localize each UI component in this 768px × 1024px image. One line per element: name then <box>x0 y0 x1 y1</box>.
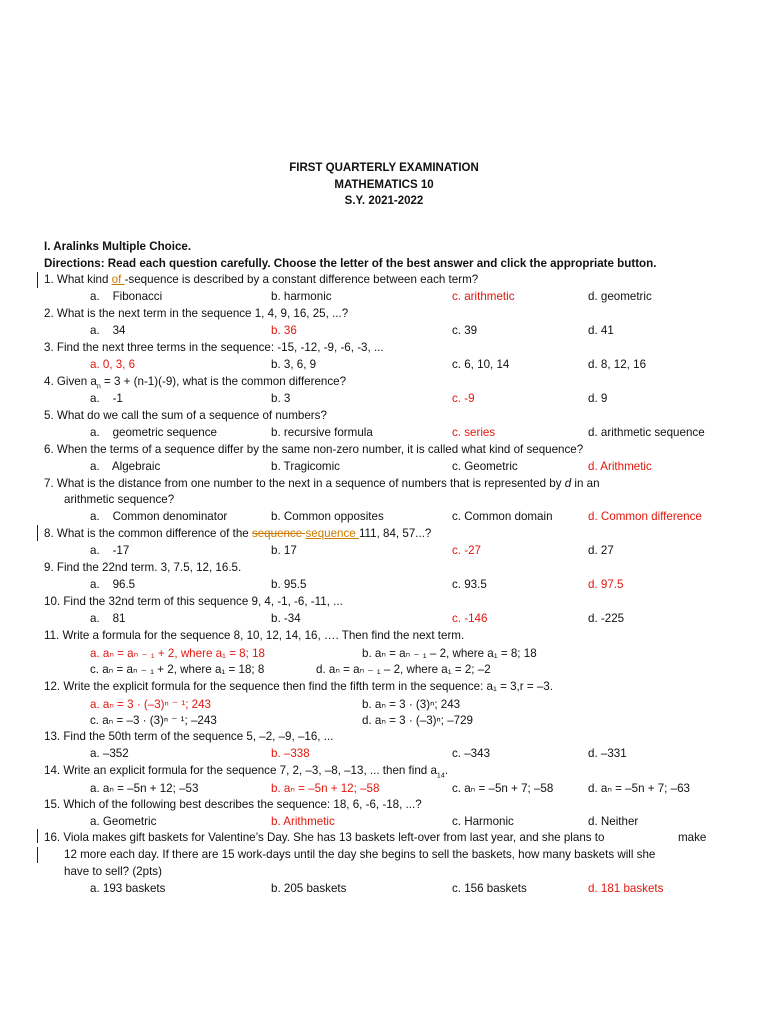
q2-option-c[interactable]: c. 39 <box>452 324 478 337</box>
q7-option-a[interactable]: a. Common denominator <box>90 510 228 523</box>
question-16-line-3: have to sell? (2pts) <box>64 865 162 878</box>
q3-option-d[interactable]: d. 8, 12, 16 <box>588 358 647 371</box>
q7-option-b[interactable]: b. Common opposites <box>271 510 384 523</box>
q8-option-c[interactable]: c. -27 <box>452 544 481 557</box>
question-10: 10. Find the 32nd term of this sequence 9, 4, -1, -6, -11, ... <box>44 595 343 608</box>
q6-option-d[interactable]: d. Arithmetic <box>588 460 652 473</box>
q14-option-a[interactable]: a. aₙ = –5n + 12; –53 <box>90 782 199 795</box>
q12-option-c[interactable]: c. aₙ = –3 · (3)ⁿ ⁻ ¹; –243 <box>90 714 217 727</box>
q5-option-b[interactable]: b. recursive formula <box>271 426 373 439</box>
question-4: 4. Given $a_n = 3 + (n-1)(-9)$, what is the common difference? <box>44 375 347 391</box>
q14-option-b[interactable]: b. aₙ = –5n + 12; –58 <box>271 782 380 795</box>
q6-option-a[interactable]: a. Algebraic <box>90 460 161 473</box>
q3-option-b[interactable]: b. 3, 6, 9 <box>271 358 317 371</box>
question-1: 1. What kind of -sequence is described by a constant difference between each term? <box>44 273 479 286</box>
q8-option-d[interactable]: d. 27 <box>588 544 614 557</box>
q10-option-b[interactable]: b. -34 <box>271 612 301 625</box>
q5-option-c[interactable]: c. series <box>452 426 496 439</box>
exam-school-year: S.Y. 2021-2022 <box>344 195 424 207</box>
directions: Directions: Read each question carefully. Choose the letter of the best answer and click the appropriate button. <box>44 257 657 270</box>
q9-option-b[interactable]: b. 95.5 <box>271 578 307 591</box>
q2-option-b[interactable]: b. 36 <box>271 324 297 337</box>
q1-option-a[interactable]: a. Fibonacci <box>90 290 163 303</box>
question-16-line-2: 12 more each day. If there are 15 work-days until the day she begins to sell the baskets, how many baskets will she <box>64 848 656 861</box>
question-7-line-2: arithmetic sequence? <box>64 493 175 506</box>
insertion-mark: of <box>111 273 125 286</box>
q13-option-c[interactable]: c. –343 <box>452 747 491 760</box>
q11-option-a[interactable]: a. aₙ = aₙ ₋ ₁ + 2, where a₁ = 8; 18 <box>90 647 265 660</box>
insertion-mark: sequence <box>305 527 359 540</box>
q4-option-c[interactable]: c. -9 <box>452 392 475 405</box>
q11-option-b[interactable]: b. aₙ = aₙ ₋ ₁ – 2, where a₁ = 8; 18 <box>362 647 537 660</box>
q1-option-c[interactable]: c. arithmetic <box>452 290 515 303</box>
question-16: 16. Viola makes gift baskets for Valentine’s Day. She has 13 baskets left-over from last year, and she plans to <box>44 831 605 844</box>
q16-option-d[interactable]: d. 181 baskets <box>588 882 664 895</box>
exam-subject: MATHEMATICS 10 <box>334 179 434 191</box>
q4-option-d[interactable]: d. 9 <box>588 392 608 405</box>
q6-option-c[interactable]: c. Geometric <box>452 460 518 473</box>
question-13: 13. Find the 50th term of the sequence 5, –2, –9, –16, ... <box>44 730 334 743</box>
q13-option-d[interactable]: d. –331 <box>588 747 627 760</box>
question-15: 15. Which of the following best describes the sequence: 18, 6, -6, -18, ...? <box>44 798 422 811</box>
q12-option-b[interactable]: b. aₙ = 3 · (3)ⁿ; 243 <box>362 698 461 711</box>
q9-option-c[interactable]: c. 93.5 <box>452 578 487 591</box>
q10-option-c[interactable]: c. -146 <box>452 612 488 625</box>
q11-option-c[interactable]: c. aₙ = aₙ ₋ ₁ + 2, where a₁ = 18; 8 <box>90 663 265 676</box>
q15-option-b[interactable]: b. Arithmetic <box>271 815 335 828</box>
q6-option-b[interactable]: b. Tragicomic <box>271 460 340 473</box>
q11-option-d[interactable]: d. aₙ = aₙ ₋ ₁ – 2, where a₁ = 2; –2 <box>316 663 491 676</box>
q13-option-a[interactable]: a. –352 <box>90 747 129 760</box>
q10-option-a[interactable]: a. 81 <box>90 612 126 625</box>
q7-option-c[interactable]: c. Common domain <box>452 510 553 523</box>
question-7: 7. What is the distance from one number to the next in a sequence of numbers that is represented by d in an <box>44 477 600 490</box>
q1-option-d[interactable]: d. geometric <box>588 290 652 303</box>
question-14: 14. Write an explicit formula for the sequence 7, 2, –3, –8, –13, ... then find $a_{14}$. <box>44 764 448 780</box>
q13-option-b[interactable]: b. –338 <box>271 747 310 760</box>
question-8: 8. What is the common difference of the sequence sequence 111, 84, 57...? <box>44 527 432 540</box>
change-bar-q16b <box>37 847 38 863</box>
q2-option-a[interactable]: a. 34 <box>90 324 126 337</box>
q10-option-d[interactable]: d. -225 <box>588 612 625 625</box>
q1-option-b[interactable]: b. harmonic <box>271 290 332 303</box>
q16-option-a[interactable]: a. 193 baskets <box>90 882 166 895</box>
q8-option-a[interactable]: a. -17 <box>90 544 130 557</box>
q14-option-c[interactable]: c. aₙ = –5n + 7; –58 <box>452 782 554 795</box>
q15-option-a[interactable]: a. Geometric <box>90 815 157 828</box>
question-2: 2. What is the next term in the sequence 1, 4, 9, 16, 25, ...? <box>44 307 349 320</box>
q15-option-d[interactable]: d. Neither <box>588 815 639 828</box>
change-bar-q16a <box>37 829 38 843</box>
deletion-mark: sequence <box>251 527 306 540</box>
q12-option-a[interactable]: a. aₙ = 3 · (–3)ⁿ ⁻ ¹; 243 <box>90 698 211 711</box>
question-5: 5. What do we call the sum of a sequence of numbers? <box>44 409 327 422</box>
q7-option-d[interactable]: d. Common difference <box>588 510 702 523</box>
q16-option-c[interactable]: c. 156 baskets <box>452 882 527 895</box>
question-9: 9. Find the 22nd term. 3, 7.5, 12, 16.5. <box>44 561 242 574</box>
q3-option-a[interactable]: a. 0, 3, 6 <box>90 358 136 371</box>
q8-option-b[interactable]: b. 17 <box>271 544 297 557</box>
question-16-line-1-end: make <box>678 831 707 844</box>
q4-option-b[interactable]: b. 3 <box>271 392 291 405</box>
question-3: 3. Find the next three terms in the sequence: -15, -12, -9, -6, -3, ... <box>44 341 384 354</box>
q15-option-c[interactable]: c. Harmonic <box>452 815 514 828</box>
question-12: 12. Write the explicit formula for the sequence then find the fifth term in the sequence: a₁ = 3,r = –3. <box>44 680 553 693</box>
q9-option-d[interactable]: d. 97.5 <box>588 578 624 591</box>
q14-option-d[interactable]: d. aₙ = –5n + 7; –63 <box>588 782 690 795</box>
section-title: I. Aralinks Multiple Choice. <box>44 240 192 253</box>
change-bar-q8 <box>37 525 38 541</box>
exam-title: FIRST QUARTERLY EXAMINATION <box>289 162 479 174</box>
q16-option-b[interactable]: b. 205 baskets <box>271 882 347 895</box>
q9-option-a[interactable]: a. 96.5 <box>90 578 136 591</box>
q4-option-a[interactable]: a. -1 <box>90 392 123 405</box>
q2-option-d[interactable]: d. 41 <box>588 324 614 337</box>
q3-option-c[interactable]: c. 6, 10, 14 <box>452 358 510 371</box>
q12-option-d[interactable]: d. aₙ = 3 · (–3)ⁿ; –729 <box>362 714 474 727</box>
question-6: 6. When the terms of a sequence differ by the same non-zero number, it is called what kind of sequence? <box>44 443 584 456</box>
q5-option-a[interactable]: a. geometric sequence <box>90 426 217 439</box>
q5-option-d[interactable]: d. arithmetic sequence <box>588 426 705 439</box>
question-11: 11. Write a formula for the sequence 8, 10, 12, 14, 16, …. Then find the next term. <box>44 629 465 642</box>
change-bar-q1 <box>37 272 38 288</box>
